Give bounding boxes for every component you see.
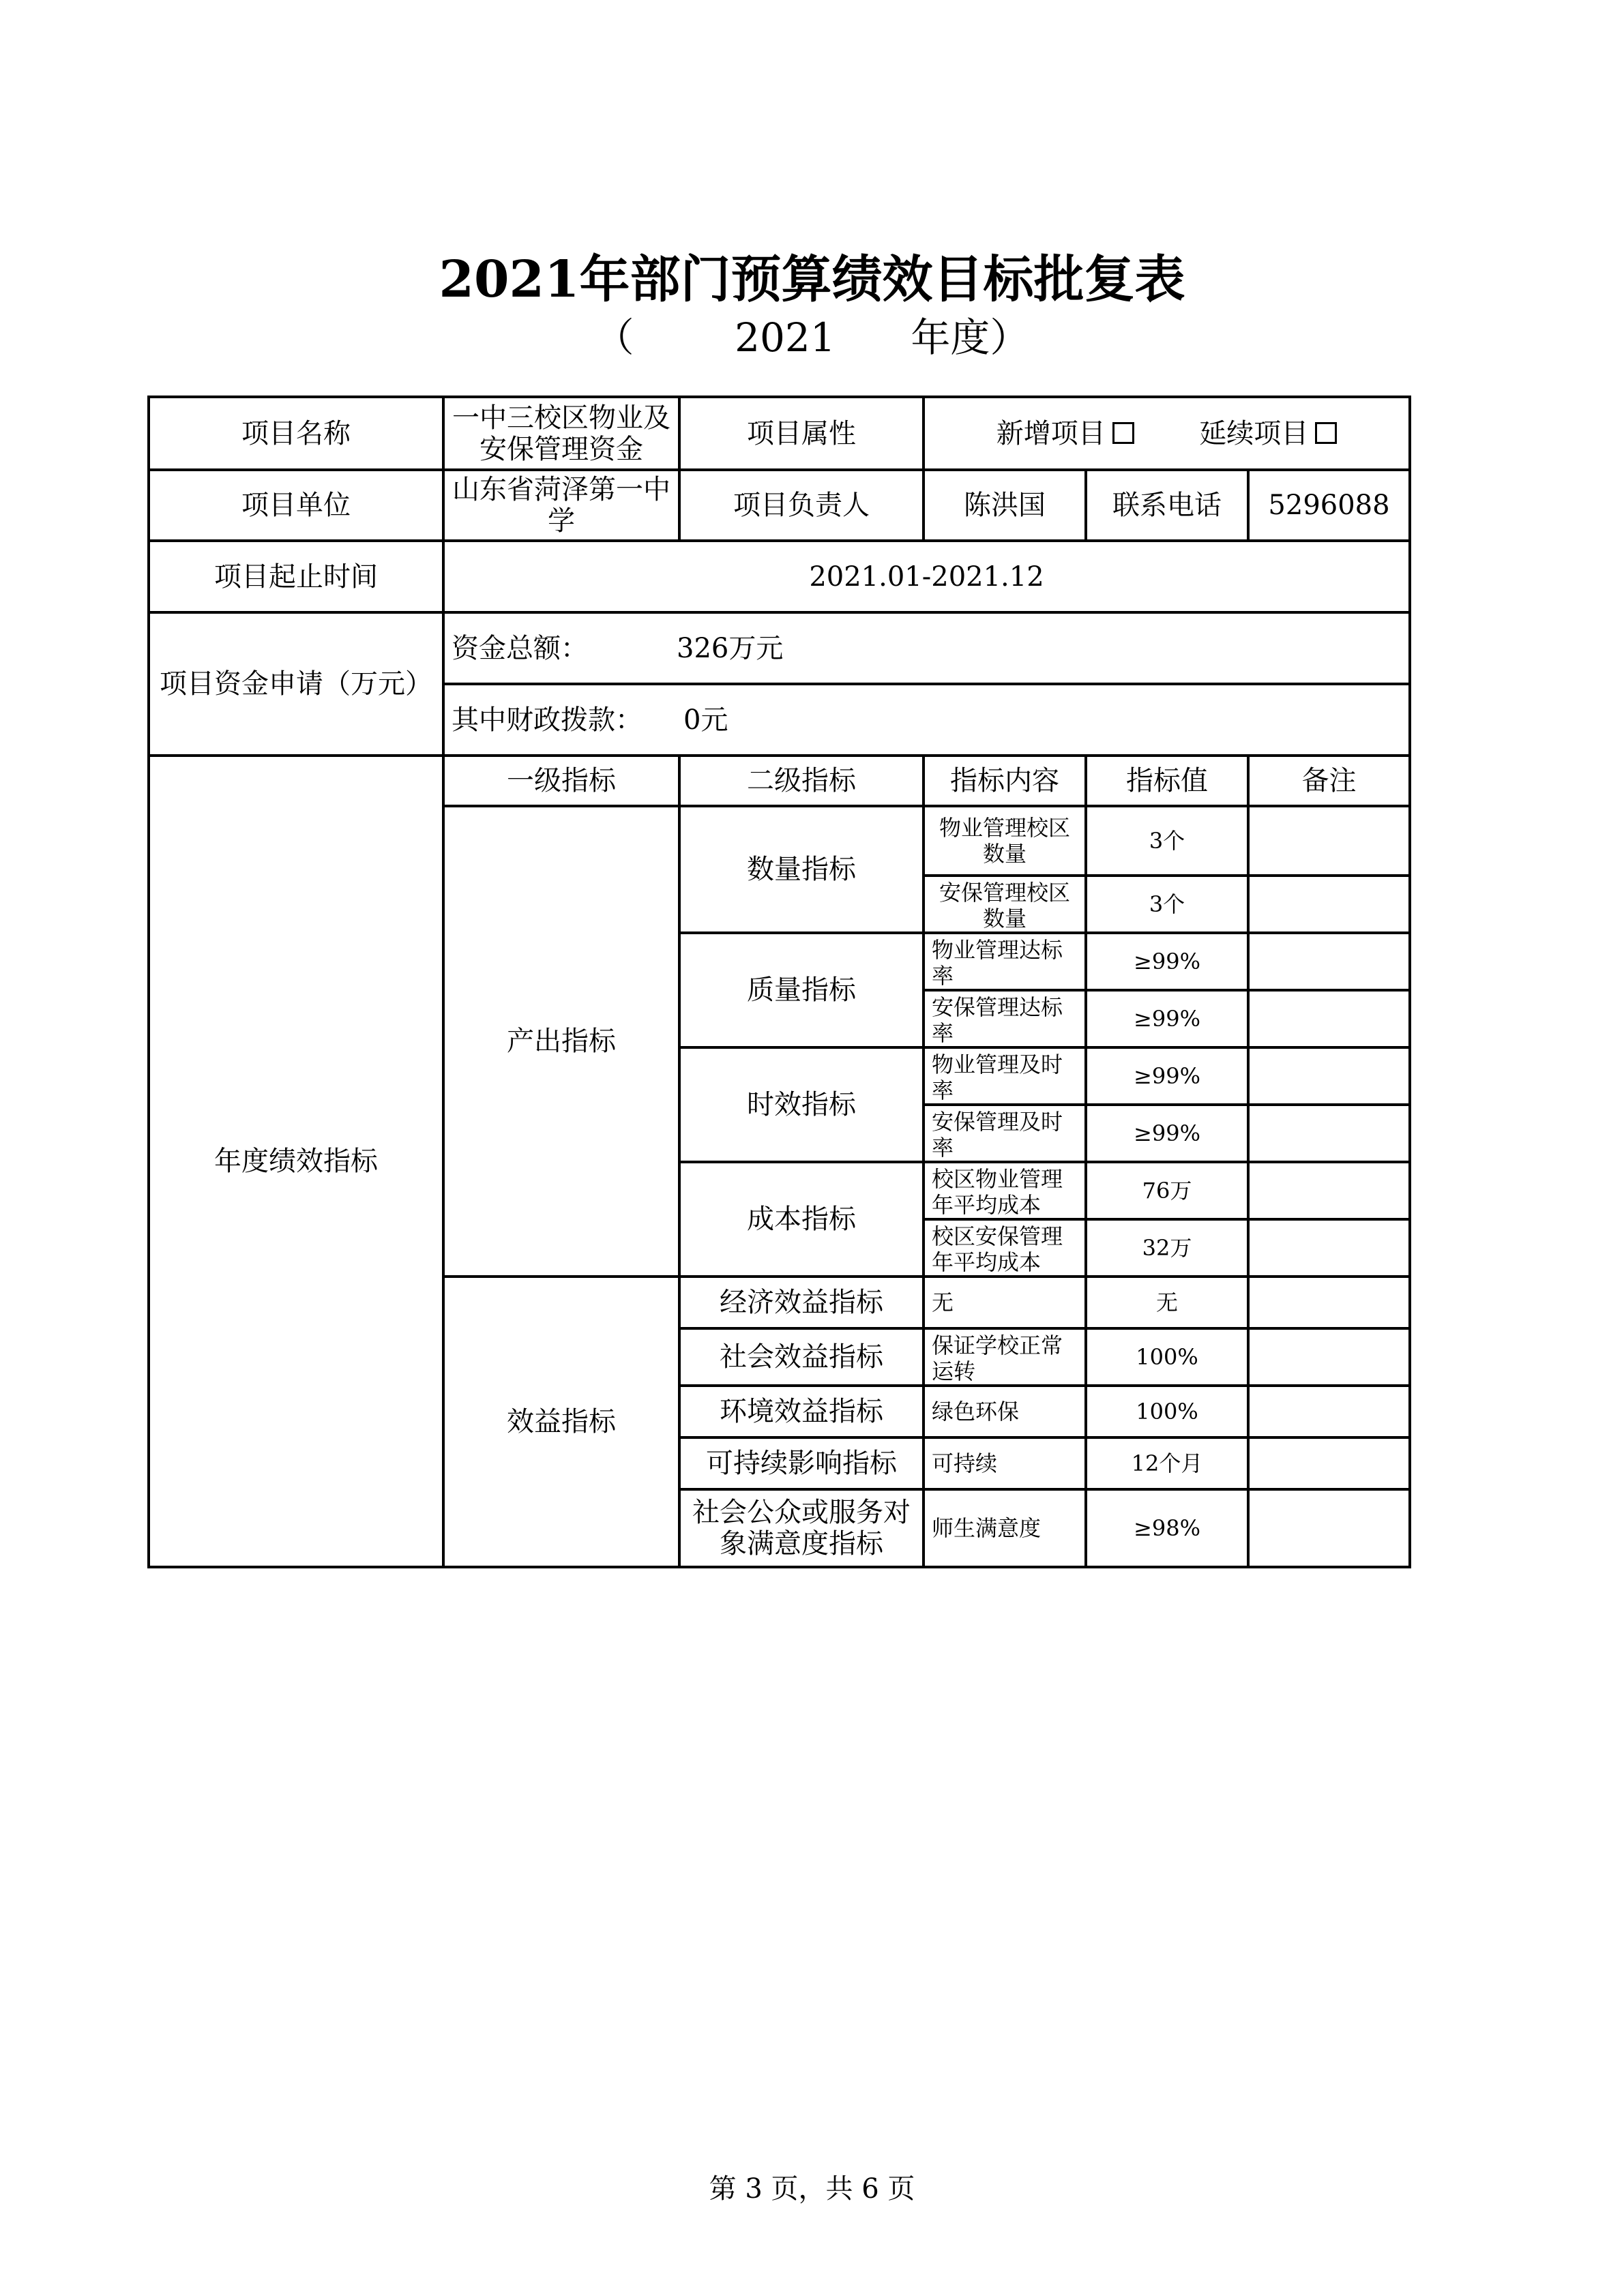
benefit-level2: 可持续影响指标 [679,1437,924,1489]
budget-form-table [147,396,1411,1568]
benefit-content: 保证学校正常运转 [924,1328,1086,1386]
benefit-level2: 经济效益指标 [679,1277,924,1328]
benefit-value: 100% [1086,1386,1248,1437]
row-content: 物业管理及时率 [924,1047,1086,1105]
continued-project-label: 延续项目 [1199,417,1309,449]
new-project-checkbox[interactable] [1112,422,1134,444]
page-footer: 第 3 页，共 6 页 [709,2173,915,2205]
header-level1: 一级指标 [443,756,679,806]
page-title: 2021年部门预算绩效目标批复表 [439,250,1185,309]
year-line: （ 2021 年度） [594,314,1030,361]
benefit-content: 可持续 [924,1437,1086,1489]
row-remark [1248,990,1410,1047]
unit-label: 项目单位 [149,470,443,541]
quantity-indicators-label: 数量指标 [679,806,924,933]
phone-label: 联系电话 [1086,470,1248,541]
row-remark [1248,806,1410,876]
leader-value: 陈洪国 [924,470,1086,541]
funds-label: 项目资金申请（万元） [149,612,443,756]
phone-value: 5296088 [1248,470,1410,541]
fiscal-funds-cell [443,684,1410,756]
row-remark [1248,933,1410,990]
benefit-remark [1248,1386,1410,1437]
timeliness-indicators-label: 时效指标 [679,1047,924,1162]
project-attr-label: 项目属性 [679,397,924,470]
row-remark [1248,1162,1410,1219]
row-remark [1248,1219,1410,1277]
benefit-remark [1248,1277,1410,1328]
project-name-label: 项目名称 [149,397,443,470]
project-attr-options [924,397,1410,470]
unit-value: 山东省菏泽第一中学 [443,470,679,541]
row-content: 校区安保管理年平均成本 [924,1219,1086,1277]
total-funds-value: 326万元 [677,632,784,664]
row-remark [1248,1105,1410,1162]
fiscal-value: 0元 [683,704,728,736]
period-value: 2021.01-2021.12 [443,541,1410,612]
row-remark [1248,876,1410,933]
header-value: 指标值 [1086,756,1248,806]
project-name-value: 一中三校区物业及安保管理资金 [443,397,679,470]
row-remark [1248,1047,1410,1105]
row-value: 32万 [1086,1219,1248,1277]
row-content: 安保管理及时率 [924,1105,1086,1162]
benefit-remark [1248,1437,1410,1489]
benefit-level2: 社会公众或服务对象满意度指标 [679,1489,924,1567]
fiscal-label: 其中财政拨款： [452,704,643,736]
output-indicators-label: 产出指标 [443,806,679,1277]
total-funds-label: 资金总额： [452,632,588,664]
row-content: 物业管理校区数量 [924,806,1086,876]
row-value: ≥99% [1086,990,1248,1047]
benefit-content: 师生满意度 [924,1489,1086,1567]
row-value: ≥99% [1086,1105,1248,1162]
quality-indicators-label: 质量指标 [679,933,924,1047]
continued-project-checkbox[interactable] [1315,422,1337,444]
benefit-value: ≥98% [1086,1489,1248,1567]
benefit-indicators-label: 效益指标 [443,1277,679,1567]
total-funds-cell [443,612,1410,684]
benefit-remark [1248,1489,1410,1567]
row-value: 3个 [1086,806,1248,876]
annual-indicators-label: 年度绩效指标 [149,756,443,1567]
row-value: ≥99% [1086,933,1248,990]
row-content: 安保管理校区数量 [924,876,1086,933]
benefit-value: 12个月 [1086,1437,1248,1489]
new-project-label: 新增项目 [996,417,1106,449]
row-value: ≥99% [1086,1047,1248,1105]
row-value: 3个 [1086,876,1248,933]
row-value: 76万 [1086,1162,1248,1219]
header-content: 指标内容 [924,756,1086,806]
header-level2: 二级指标 [679,756,924,806]
row-content: 安保管理达标率 [924,990,1086,1047]
benefit-level2: 社会效益指标 [679,1328,924,1386]
row-content: 校区物业管理年平均成本 [924,1162,1086,1219]
leader-label: 项目负责人 [679,470,924,541]
row-content: 物业管理达标率 [924,933,1086,990]
benefit-content: 绿色环保 [924,1386,1086,1437]
benefit-content: 无 [924,1277,1086,1328]
period-label: 项目起止时间 [149,541,443,612]
benefit-level2: 环境效益指标 [679,1386,924,1437]
cost-indicators-label: 成本指标 [679,1162,924,1277]
header-remark: 备注 [1248,756,1410,806]
benefit-value: 无 [1086,1277,1248,1328]
benefit-remark [1248,1328,1410,1386]
benefit-value: 100% [1086,1328,1248,1386]
